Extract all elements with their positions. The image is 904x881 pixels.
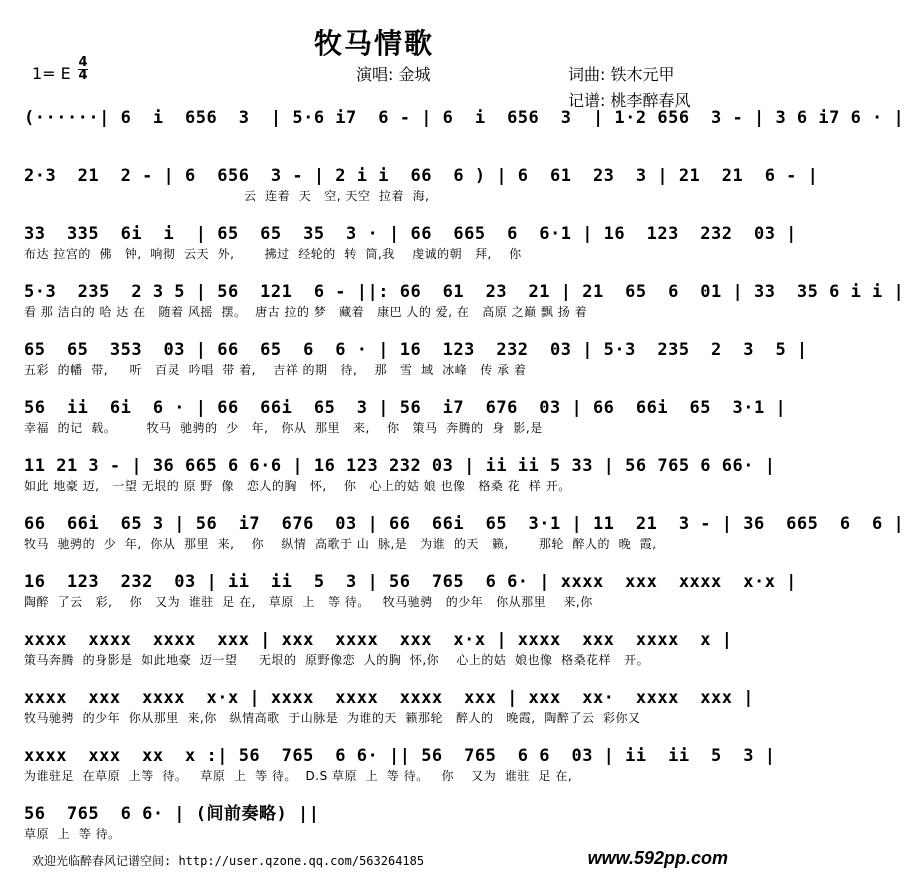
lyrics-line: 牧马 驰骋的 少 年, 你从 那里 来, 你 纵情 高歌于 山 脉,是 为谁 的天 籁, 那轮 醉人的 晚 霞, [24,537,657,551]
time-signature [78,57,88,82]
lyrics-line: 草原 上 等 待。 [24,827,121,841]
score-line [24,280,904,320]
score-line [24,106,904,146]
score-line [24,570,797,610]
notation-line: 56 ii 6i 6 · | 66 66i 65 3 | 56 i7 676 03 | 66 66i 65 3·1 | [24,398,787,418]
meter-bottom: 4 [78,68,88,83]
lyrics-line: 五彩 的幡 带, 听 百灵 吟唱 带 着, 吉祥 的期 待, 那 雪 域 冰峰 传 承 着 [24,363,527,377]
singer: 演唱: 金城 [356,65,431,84]
lyrics-line: 布达 拉宫的 佛 钟, 响彻 云天 外, 拂过 经轮的 转 筒,我 虔诚的朝 拜, 你 [24,247,522,261]
notation-line: 5·3 235 2 3 5 | 56 121 6 - ||: 66 61 23 21 | 21 65 6 01 | 33 35 6 i i | [24,282,904,302]
lyrics-line: 如此 地豪 迈, 一望 无垠的 原 野 像 恋人的胸 怀, 你 心上的姑 娘 也像 格桑 花 样 开。 [24,479,571,493]
notation-line: 33 335 6i i | 65 65 35 3 · | 66 665 6 6·1 | 16 123 232 03 | [24,224,797,244]
site-watermark: www.592pp.com [587,848,728,868]
score-line [24,454,776,494]
lyrics-line: 幸福 的记 载。 牧马 驰骋的 少 年, 你从 那里 来, 你 策马 奔腾的 身 影,是 [24,421,543,435]
score-line [24,802,724,842]
notation-line: xxxx xxx xxxx x·x | xxxx xxxx xxxx xxx | xxx xx· xxxx xxx | [24,688,754,708]
lyrics-line: 为谁驻足 在草原 上等 待。 草原 上 等 待。 D.S 草原 上 等 待。 你 又为 谁驻 足 在, [24,769,573,783]
lyrics-line: 陶醉 了云 彩, 你 又为 谁驻 足 在, 草原 上 等 待。 牧马驰骋 的少年 你从那里 来,你 [24,595,593,609]
score-line [24,222,797,262]
score-line [24,396,787,436]
lyrics-line [24,130,724,146]
notation-line: 2·3 21 2 - | 6 656 3 - | 2 i i 66 6 ) | 6 61 23 3 | 21 21 6 - | [24,166,819,186]
notation-line: 16 123 232 03 | ii ii 5 3 | 56 765 6 6· | xxxx xxx xxxx x·x | [24,572,797,592]
meter-top: 4 [78,55,88,70]
key-signature: 1= E [32,64,71,83]
song-title: 牧马情歌 [313,27,434,60]
notation-line: xxxx xxx xx x :| 56 765 6 6· || 56 765 6 6 03 | ii ii 5 3 | [24,746,776,766]
lyrics-line: 看 那 洁白的 哈 达 在 随着 风摇 摆。 唐古 拉的 梦 藏着 康巴 人的 爱, 在 高原 之巅 飘 扬 着 [24,305,588,319]
notation-line: 11 21 3 - | 36 665 6 6·6 | 16 123 232 03 | ii ii 5 33 | 56 765 6 66· | [24,456,776,476]
score-line [24,628,733,668]
score-line [24,338,808,378]
score-line [24,744,776,784]
notation-line: 66 66i 65 3 | 56 i7 676 03 | 66 66i 65 3·1 | 11 21 3 - | 36 665 6 6 | [24,514,904,534]
score-line [24,512,904,552]
lyricist: 词曲: 铁木元甲 [568,65,675,84]
score-line [24,164,819,204]
notation-line: (······| 6 i 656 3 | 5·6 i7 6 - | 6 i 656 3 | 1·2 656 3 - | 3 6 i7 6 · | [24,108,904,128]
lyrics-line: 云 连着 天 空, 天空 拉着 海, [24,189,430,203]
transcriber: 记谱: 桃李醉春风 [568,91,691,110]
score-line [24,686,754,726]
notation-line: 56 765 6 6· | (间前奏略) || [24,804,320,824]
notation-line: 65 65 353 03 | 66 65 6 6 · | 16 123 232 03 | 5·3 235 2 3 5 | [24,340,808,360]
notation-line: xxxx xxxx xxxx xxx | xxx xxxx xxx x·x | xxxx xxx xxxx x | [24,630,733,650]
lyrics-line: 策马奔腾 的身影是 如此地豪 迈一望 无垠的 原野像恋 人的胸 怀,你 心上的姑 娘也像 格桑花样 开。 [24,653,650,667]
footer-note: 欢迎光临醉春风记谱空间: http://user.qzone.qq.com/563264185 [32,854,425,868]
lyrics-line: 牧马驰骋 的少年 你从那里 来,你 纵情高歌 于山脉是 为谁的天 籁那轮 醉人的 晚霞, 陶醉了云 彩你又 [24,711,641,725]
